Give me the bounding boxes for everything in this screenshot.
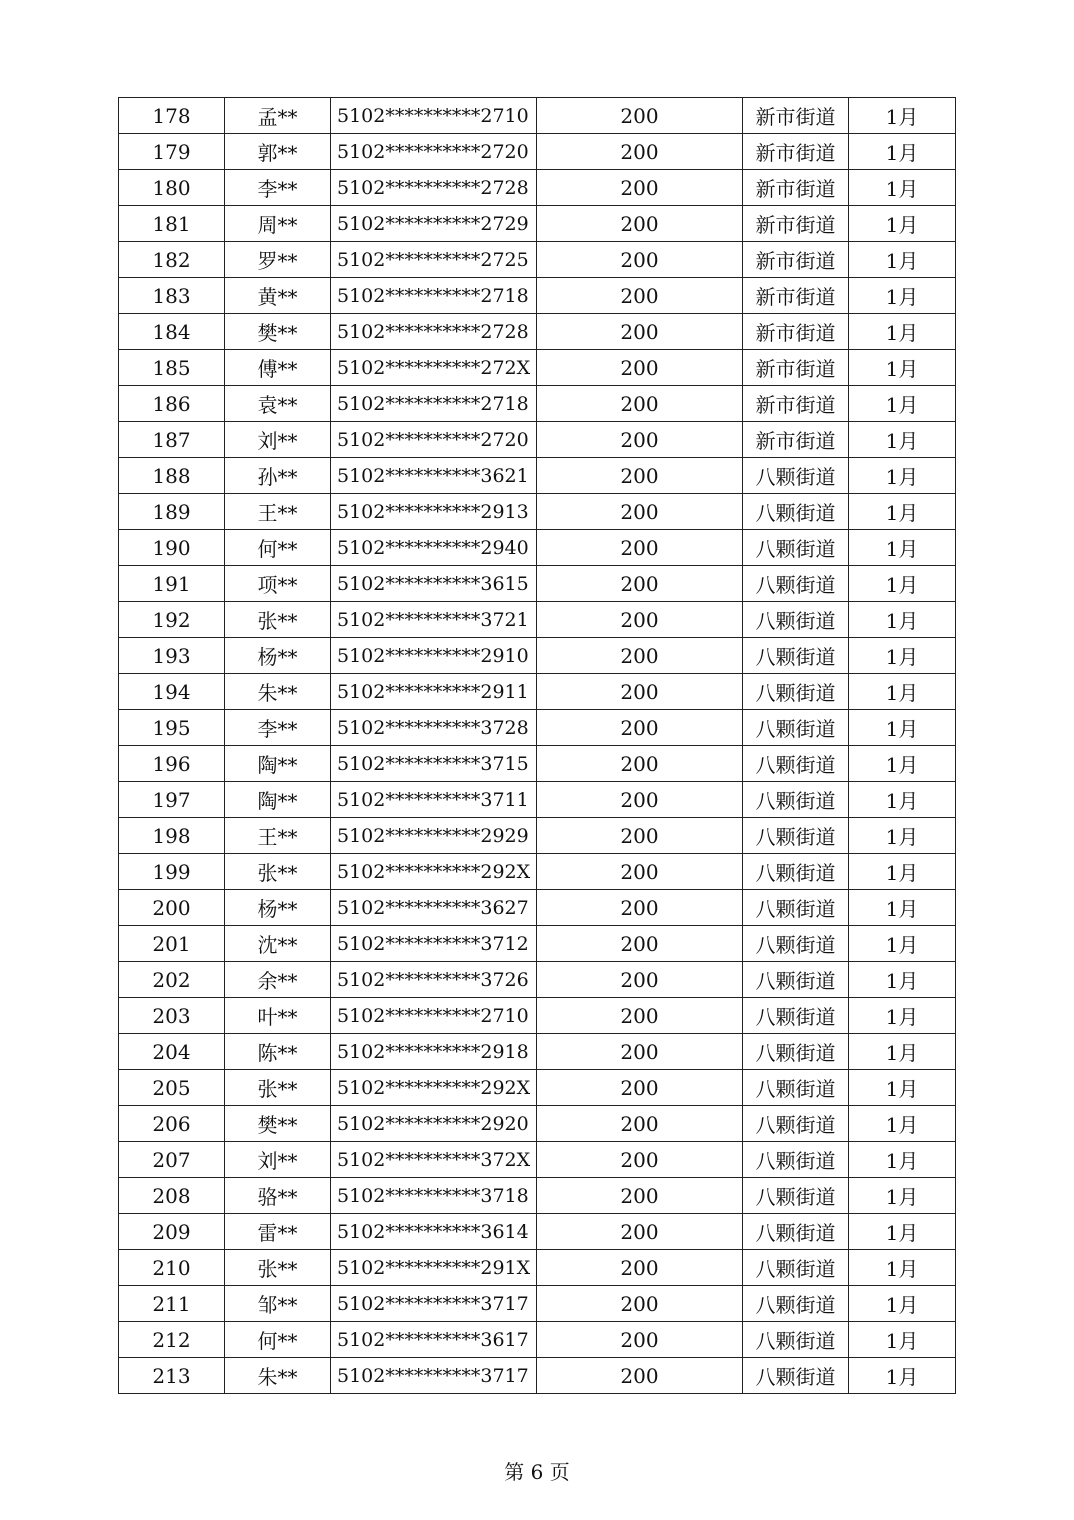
cell-amount: 200 [537,314,743,350]
table-row [119,1070,956,1106]
cell-street: 八颗街道 [743,530,849,566]
table-row [119,890,956,926]
cell-amount: 200 [537,530,743,566]
cell-street: 八颗街道 [743,746,849,782]
cell-serial-number: 213 [119,1358,225,1394]
cell-street: 八颗街道 [743,1178,849,1214]
cell-id-number: 5102**********3627 [331,890,537,926]
cell-month: 1月 [849,530,956,566]
cell-street: 八颗街道 [743,1358,849,1394]
data-table [118,97,956,1394]
cell-month: 1月 [849,1106,956,1142]
cell-serial-number: 186 [119,386,225,422]
cell-serial-number: 188 [119,458,225,494]
cell-amount: 200 [537,1178,743,1214]
cell-name: 孙** [225,458,331,494]
cell-serial-number: 183 [119,278,225,314]
cell-id-number: 5102**********2729 [331,206,537,242]
cell-month: 1月 [849,710,956,746]
cell-id-number: 5102**********3614 [331,1214,537,1250]
cell-amount: 200 [537,242,743,278]
table-row [119,1214,956,1250]
cell-month: 1月 [849,1070,956,1106]
table-row [119,1106,956,1142]
cell-amount: 200 [537,1142,743,1178]
cell-street: 八颗街道 [743,1034,849,1070]
cell-id-number: 5102**********2725 [331,242,537,278]
table-row [119,350,956,386]
cell-name: 陶** [225,746,331,782]
table-row [119,458,956,494]
cell-id-number: 5102**********2929 [331,818,537,854]
cell-id-number: 5102**********3717 [331,1286,537,1322]
cell-serial-number: 199 [119,854,225,890]
cell-name: 张** [225,854,331,890]
cell-month: 1月 [849,1250,956,1286]
cell-month: 1月 [849,746,956,782]
cell-street: 八颗街道 [743,674,849,710]
cell-amount: 200 [537,1322,743,1358]
cell-id-number: 5102**********2920 [331,1106,537,1142]
cell-serial-number: 194 [119,674,225,710]
cell-street: 新市街道 [743,422,849,458]
cell-amount: 200 [537,206,743,242]
cell-name: 袁** [225,386,331,422]
cell-serial-number: 182 [119,242,225,278]
cell-name: 刘** [225,1142,331,1178]
cell-month: 1月 [849,278,956,314]
cell-amount: 200 [537,854,743,890]
cell-id-number: 5102**********2710 [331,98,537,134]
cell-id-number: 5102**********2728 [331,314,537,350]
cell-amount: 200 [537,1214,743,1250]
cell-serial-number: 192 [119,602,225,638]
cell-name: 王** [225,818,331,854]
cell-id-number: 5102**********291X [331,1250,537,1286]
table-row [119,1250,956,1286]
cell-serial-number: 198 [119,818,225,854]
cell-street: 八颗街道 [743,494,849,530]
cell-street: 八颗街道 [743,782,849,818]
cell-id-number: 5102**********2720 [331,422,537,458]
table-row [119,962,956,998]
table-row [119,926,956,962]
cell-amount: 200 [537,1034,743,1070]
cell-id-number: 5102**********372X [331,1142,537,1178]
table-row [119,746,956,782]
table-row [119,782,956,818]
cell-name: 沈** [225,926,331,962]
cell-serial-number: 207 [119,1142,225,1178]
cell-serial-number: 191 [119,566,225,602]
cell-id-number: 5102**********3728 [331,710,537,746]
cell-name: 张** [225,602,331,638]
cell-name: 何** [225,1322,331,1358]
cell-month: 1月 [849,458,956,494]
cell-month: 1月 [849,566,956,602]
cell-amount: 200 [537,170,743,206]
table-row [119,206,956,242]
cell-serial-number: 206 [119,1106,225,1142]
cell-amount: 200 [537,566,743,602]
table-row [119,314,956,350]
cell-month: 1月 [849,782,956,818]
cell-serial-number: 209 [119,1214,225,1250]
cell-id-number: 5102**********2728 [331,170,537,206]
cell-street: 八颗街道 [743,926,849,962]
cell-serial-number: 203 [119,998,225,1034]
cell-serial-number: 211 [119,1286,225,1322]
cell-amount: 200 [537,1250,743,1286]
cell-id-number: 5102**********2911 [331,674,537,710]
cell-id-number: 5102**********2913 [331,494,537,530]
cell-serial-number: 185 [119,350,225,386]
cell-name: 余** [225,962,331,998]
cell-name: 郭** [225,134,331,170]
cell-amount: 200 [537,782,743,818]
table-row [119,422,956,458]
cell-street: 八颗街道 [743,854,849,890]
cell-month: 1月 [849,386,956,422]
cell-month: 1月 [849,818,956,854]
cell-name: 杨** [225,638,331,674]
table-row [119,1322,956,1358]
cell-id-number: 5102**********3717 [331,1358,537,1394]
cell-name: 雷** [225,1214,331,1250]
cell-id-number: 5102**********3615 [331,566,537,602]
table-row [119,278,956,314]
cell-id-number: 5102**********2940 [331,530,537,566]
cell-amount: 200 [537,386,743,422]
cell-name: 邹** [225,1286,331,1322]
cell-street: 新市街道 [743,134,849,170]
cell-month: 1月 [849,1178,956,1214]
cell-name: 孟** [225,98,331,134]
cell-street: 八颗街道 [743,818,849,854]
table-row [119,386,956,422]
cell-id-number: 5102**********3718 [331,1178,537,1214]
cell-amount: 200 [537,602,743,638]
cell-amount: 200 [537,890,743,926]
cell-month: 1月 [849,890,956,926]
cell-month: 1月 [849,998,956,1034]
table-row [119,710,956,746]
table-row [119,134,956,170]
cell-name: 朱** [225,1358,331,1394]
table-row [119,1034,956,1070]
cell-name: 骆** [225,1178,331,1214]
cell-street: 八颗街道 [743,962,849,998]
cell-month: 1月 [849,1322,956,1358]
cell-amount: 200 [537,278,743,314]
cell-amount: 200 [537,458,743,494]
cell-name: 陈** [225,1034,331,1070]
cell-street: 新市街道 [743,242,849,278]
table-row [119,1142,956,1178]
cell-id-number: 5102**********292X [331,1070,537,1106]
cell-street: 八颗街道 [743,1106,849,1142]
cell-id-number: 5102**********3712 [331,926,537,962]
cell-month: 1月 [849,242,956,278]
table-row [119,494,956,530]
cell-serial-number: 193 [119,638,225,674]
cell-amount: 200 [537,350,743,386]
cell-id-number: 5102**********3621 [331,458,537,494]
cell-serial-number: 179 [119,134,225,170]
cell-serial-number: 181 [119,206,225,242]
cell-name: 杨** [225,890,331,926]
cell-month: 1月 [849,494,956,530]
table-row [119,998,956,1034]
cell-amount: 200 [537,710,743,746]
cell-id-number: 5102**********3715 [331,746,537,782]
cell-serial-number: 210 [119,1250,225,1286]
cell-street: 八颗街道 [743,890,849,926]
cell-name: 陶** [225,782,331,818]
cell-id-number: 5102**********3617 [331,1322,537,1358]
cell-amount: 200 [537,1070,743,1106]
cell-id-number: 5102**********272X [331,350,537,386]
cell-name: 樊** [225,314,331,350]
cell-street: 新市街道 [743,350,849,386]
cell-name: 项** [225,566,331,602]
cell-street: 八颗街道 [743,1214,849,1250]
cell-serial-number: 208 [119,1178,225,1214]
table-row [119,854,956,890]
cell-street: 新市街道 [743,206,849,242]
cell-serial-number: 201 [119,926,225,962]
cell-month: 1月 [849,1358,956,1394]
cell-street: 八颗街道 [743,998,849,1034]
table-row [119,602,956,638]
cell-serial-number: 202 [119,962,225,998]
cell-street: 新市街道 [743,170,849,206]
cell-month: 1月 [849,98,956,134]
cell-amount: 200 [537,926,743,962]
cell-serial-number: 204 [119,1034,225,1070]
cell-id-number: 5102**********292X [331,854,537,890]
cell-name: 樊** [225,1106,331,1142]
cell-street: 新市街道 [743,98,849,134]
cell-name: 叶** [225,998,331,1034]
table-row [119,98,956,134]
cell-amount: 200 [537,98,743,134]
cell-amount: 200 [537,962,743,998]
table-row [119,242,956,278]
cell-month: 1月 [849,350,956,386]
cell-name: 周** [225,206,331,242]
cell-street: 新市街道 [743,386,849,422]
cell-month: 1月 [849,1142,956,1178]
cell-amount: 200 [537,494,743,530]
cell-id-number: 5102**********2718 [331,278,537,314]
table-row [119,1358,956,1394]
cell-amount: 200 [537,422,743,458]
cell-street: 新市街道 [743,314,849,350]
cell-serial-number: 187 [119,422,225,458]
cell-month: 1月 [849,926,956,962]
cell-street: 八颗街道 [743,638,849,674]
cell-amount: 200 [537,746,743,782]
cell-month: 1月 [849,1286,956,1322]
cell-serial-number: 190 [119,530,225,566]
cell-name: 李** [225,710,331,746]
table-row [119,566,956,602]
cell-amount: 200 [537,998,743,1034]
cell-month: 1月 [849,170,956,206]
cell-serial-number: 189 [119,494,225,530]
cell-month: 1月 [849,1214,956,1250]
cell-id-number: 5102**********2718 [331,386,537,422]
cell-amount: 200 [537,1358,743,1394]
cell-name: 刘** [225,422,331,458]
cell-month: 1月 [849,962,956,998]
cell-street: 新市街道 [743,278,849,314]
cell-month: 1月 [849,602,956,638]
cell-id-number: 5102**********3721 [331,602,537,638]
cell-serial-number: 184 [119,314,225,350]
table-row [119,674,956,710]
cell-id-number: 5102**********2710 [331,998,537,1034]
cell-name: 罗** [225,242,331,278]
cell-name: 黄** [225,278,331,314]
cell-month: 1月 [849,674,956,710]
cell-street: 八颗街道 [743,1322,849,1358]
cell-name: 何** [225,530,331,566]
cell-amount: 200 [537,1286,743,1322]
cell-amount: 200 [537,1106,743,1142]
cell-month: 1月 [849,854,956,890]
cell-amount: 200 [537,134,743,170]
cell-id-number: 5102**********2720 [331,134,537,170]
cell-id-number: 5102**********2910 [331,638,537,674]
table-row [119,638,956,674]
table-row [119,1178,956,1214]
cell-amount: 200 [537,818,743,854]
cell-name: 王** [225,494,331,530]
cell-month: 1月 [849,206,956,242]
cell-street: 八颗街道 [743,1070,849,1106]
table-row [119,818,956,854]
table-body [119,98,956,1394]
table-row [119,530,956,566]
cell-street: 八颗街道 [743,1286,849,1322]
cell-id-number: 5102**********2918 [331,1034,537,1070]
cell-name: 李** [225,170,331,206]
cell-serial-number: 195 [119,710,225,746]
cell-amount: 200 [537,674,743,710]
cell-street: 八颗街道 [743,1250,849,1286]
cell-serial-number: 212 [119,1322,225,1358]
table-row [119,1286,956,1322]
cell-amount: 200 [537,638,743,674]
cell-serial-number: 178 [119,98,225,134]
cell-id-number: 5102**********3726 [331,962,537,998]
cell-serial-number: 196 [119,746,225,782]
cell-id-number: 5102**********3711 [331,782,537,818]
cell-street: 八颗街道 [743,710,849,746]
page-number: 第 6 页 [504,1460,570,1484]
cell-serial-number: 205 [119,1070,225,1106]
cell-street: 八颗街道 [743,566,849,602]
cell-name: 张** [225,1070,331,1106]
cell-street: 八颗街道 [743,602,849,638]
cell-serial-number: 180 [119,170,225,206]
cell-serial-number: 197 [119,782,225,818]
cell-street: 八颗街道 [743,1142,849,1178]
cell-street: 八颗街道 [743,458,849,494]
cell-name: 朱** [225,674,331,710]
table-row [119,170,956,206]
cell-name: 张** [225,1250,331,1286]
cell-serial-number: 200 [119,890,225,926]
cell-month: 1月 [849,422,956,458]
cell-name: 傅** [225,350,331,386]
cell-month: 1月 [849,314,956,350]
cell-month: 1月 [849,134,956,170]
cell-month: 1月 [849,638,956,674]
cell-month: 1月 [849,1034,956,1070]
